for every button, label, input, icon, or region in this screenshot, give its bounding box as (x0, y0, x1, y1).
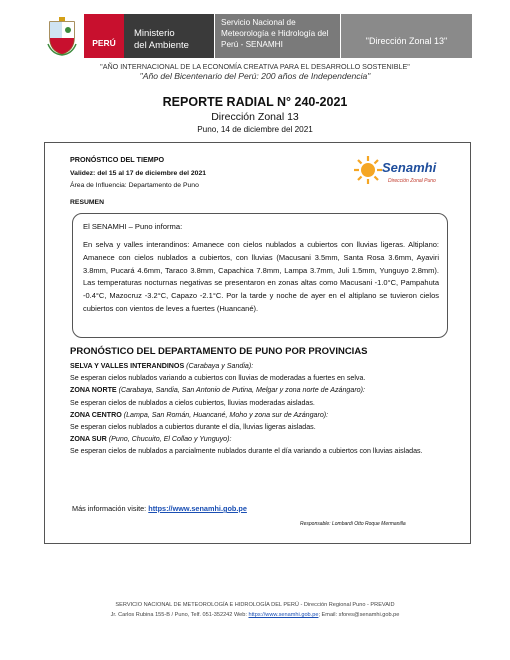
ministry-label: Ministerio del Ambiente (124, 14, 214, 58)
logo-tagline: Dirección Zonal Puno (388, 178, 436, 184)
zone-header: ZONA SUR (Puno, Chucuito, El Collao y Yunguyo): (70, 435, 232, 444)
year-motto-line1: "AÑO INTERNACIONAL DE LA ECONOMÍA CREATIVA PARA EL DESARROLLO SOSTENIBLE" (100, 62, 410, 71)
responsible-line: Responsable: Lombardi Otto Roque Mermanilla (300, 521, 406, 527)
zone-text: Se esperan cielos nublados a cubiertos durante el día, lluvias ligeras aisladas. (70, 423, 316, 432)
footer-web-link[interactable]: https://www.senamhi.gob.pe (248, 612, 319, 618)
peru-label: PERÚ (84, 14, 124, 58)
zone-header: ZONA CENTRO (Lampa, San Román, Huancané, Moho y zona sur de Azángaro): (70, 410, 329, 419)
zone-text: Se esperan cielos de nublados a parcialmente nublados durante el día variando a cubiertos con lluvias aisladas. (70, 447, 423, 456)
zone-text: Se esperan cielos de nublados a cielos cubiertos, lluvias moderadas aisladas. (70, 398, 315, 407)
provinces-heading: PRONÓSTICO DEL DEPARTAMENTO DE PUNO POR PROVINCIAS (70, 346, 368, 357)
zone-header: ZONA NORTE (Carabaya, Sandia, San Antonio de Putina, Melgar y zona norte de Azángaro): (70, 386, 365, 395)
header-band (40, 14, 472, 58)
more-info (72, 504, 247, 513)
report-subtitle: Dirección Zonal 13 (211, 111, 299, 123)
report-place-date: Puno, 14 de diciembre del 2021 (197, 125, 313, 134)
service-label: Servicio Nacional de Meteorología e Hidrología del Perú - SENAMHI (214, 14, 340, 58)
summary-paragraph: En selva y valles interandinos: Amanece con cielos nublados a cubiertos con lluvias ligeras. Altiplano: Amanece con cielos nublados a cubiertos, con lluvias (Macusani 3.5mm, Santa Rosa 3.6mm, Ayaviri 3.8mm, Pucará 4.6mm, Taraco 3.8mm, Capachica 7.8mm, Lampa 3.7mm, Juli 1.5mm, Yunguyo 2.8mm). Las temperaturas nocturnas negativas se presentaron en zonas altas como Macusani -1.0°C, Pampahuta -0.4°C, Mazocruz -3.2°C, Capazo -2.1°C. Por la tarde y noche de ayer en el altiplano se tuvieron cielos cubiertos con vientos de leves a fuertes (Huancané). (83, 240, 439, 313)
footer-line1: SERVICIO NACIONAL DE METEOROLOGÍA E HIDROLOGÍA DEL PERÚ - Dirección Regional Puno - PREVAID (115, 602, 395, 608)
report-frame (44, 142, 471, 544)
report-title: REPORTE RADIAL N° 240-2021 (162, 95, 348, 109)
validity-line: Validez: del 15 al 17 de diciembre del 2021 (70, 170, 207, 177)
footer-line2: Jr. Carlos Rubina 155-B / Puno, Telf. 051-352242 Web: https://www.senamhi.gob.pe; Email: sfores@senamhi.gob.pe (110, 612, 400, 618)
more-info-label: Más información visite: (72, 504, 147, 513)
area-line: Área de Influencia: Departamento de Puno (70, 182, 199, 189)
summary-intro: El SENAMHI – Puno informa: (83, 222, 183, 231)
zone-label: "Dirección Zonal 13" (340, 14, 472, 58)
zone-header: SELVA Y VALLES INTERANDINOS (Carabaya y Sandia): (70, 362, 254, 370)
provinces-list (70, 360, 450, 458)
logo-name: Senamhi (382, 160, 437, 175)
zone-text: Se esperan cielos nublados variando a cubiertos con lluvias de moderadas a fuertes en selva. (70, 374, 366, 383)
senamhi-link[interactable]: https://www.senamhi.gob.pe (148, 504, 247, 513)
summary-box (72, 213, 448, 338)
forecast-heading: PRONÓSTICO DEL TIEMPO (70, 155, 165, 164)
summary-label: RESUMEN (70, 199, 104, 206)
year-motto-line2: "Año del Bicentenario del Perú: 200 años de Independencia" (139, 71, 371, 81)
coat-of-arms-icon (40, 14, 84, 58)
